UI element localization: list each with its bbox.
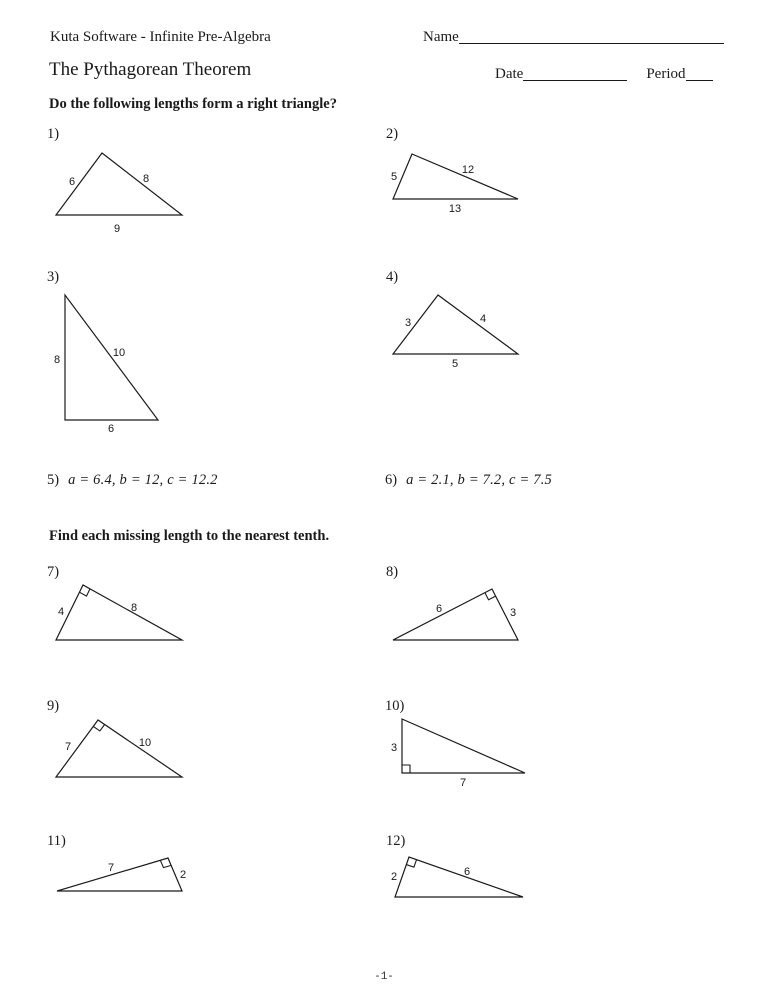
side-length-label: 13 [448, 203, 462, 215]
triangle-outline [395, 857, 523, 897]
side-length-label: 2 [390, 871, 398, 883]
side-length-label: 5 [451, 358, 459, 370]
triangle-outline [390, 154, 518, 199]
period-blank-line [686, 79, 713, 81]
side-length-label: 8 [53, 354, 61, 366]
section1-heading: Do the following lengths form a right triangle? [49, 96, 337, 112]
problem-number: 7) [47, 564, 60, 580]
problem-number: 4) [386, 269, 399, 285]
worksheet-title: The Pythagorean Theorem [49, 59, 252, 80]
date-period-fields [495, 66, 723, 83]
problem-number: 8) [386, 564, 399, 580]
period-label: Period [646, 66, 686, 82]
side-length-label: 6 [435, 603, 443, 615]
problem-number: 10) [385, 698, 405, 714]
problem-number: 5) [47, 472, 60, 488]
side-length-label: 4 [479, 313, 487, 325]
side-length-label: 10 [112, 347, 126, 359]
triangle-outline [393, 295, 518, 354]
side-length-label: 7 [64, 741, 72, 753]
problem-text: a = 6.4, b = 12, c = 12.2 [68, 472, 218, 488]
side-length-label: 9 [113, 223, 121, 235]
side-length-label: 7 [459, 777, 467, 789]
problem-number: 2) [386, 126, 399, 142]
right-angle-mark [93, 724, 104, 730]
triangle-figure-11 [45, 848, 205, 903]
triangle-outline [56, 585, 182, 640]
triangle-figure-3 [45, 288, 185, 436]
triangle-figure-8 [385, 578, 545, 653]
side-length-label: 8 [130, 602, 138, 614]
problem-number: 11) [47, 833, 66, 849]
problem-number: 6) [385, 472, 398, 488]
triangle-outline [402, 719, 525, 773]
problem-6 [385, 472, 552, 489]
name-blank-line [459, 42, 724, 44]
triangle-figure-9 [45, 712, 205, 790]
publisher-header: Kuta Software - Infinite Pre-Algebra [50, 29, 271, 45]
side-length-label: 3 [390, 742, 398, 754]
side-length-label: 6 [68, 176, 76, 188]
right-angle-mark [402, 765, 410, 773]
triangle-figure-1 [45, 145, 205, 240]
side-length-label: 3 [404, 317, 412, 329]
date-label: Date [495, 66, 524, 82]
side-length-label: 3 [509, 607, 517, 619]
side-length-label: 12 [461, 164, 475, 176]
triangle-outline [57, 858, 182, 891]
side-length-label: 2 [179, 869, 187, 881]
triangle-figure-12 [385, 845, 545, 907]
side-length-label: 4 [57, 606, 65, 618]
triangle-outline [65, 295, 158, 420]
name-field [423, 29, 724, 46]
triangle-figure-4 [385, 288, 535, 373]
page-number: -1- [374, 971, 394, 983]
side-length-label: 7 [107, 862, 115, 874]
side-length-label: 6 [107, 423, 115, 435]
triangle-figure-2 [385, 145, 545, 220]
section2-heading: Find each missing length to the nearest tenth. [49, 528, 330, 544]
triangle-figure-10 [385, 710, 545, 795]
problem-number: 12) [386, 833, 406, 849]
triangle-figure-7 [45, 578, 205, 653]
problem-number: 1) [47, 126, 60, 142]
side-length-label: 5 [390, 171, 398, 183]
side-length-label: 6 [463, 866, 471, 878]
date-blank-line [523, 79, 627, 81]
problem-number: 3) [47, 269, 60, 285]
side-length-label: 8 [142, 173, 150, 185]
problem-5 [47, 472, 218, 489]
problem-number: 9) [47, 698, 60, 714]
triangle-outline [56, 720, 182, 777]
problem-text: a = 2.1, b = 7.2, c = 7.5 [406, 472, 553, 488]
triangle-outline [393, 589, 518, 640]
side-length-label: 10 [138, 737, 152, 749]
name-label: Name [423, 29, 459, 45]
